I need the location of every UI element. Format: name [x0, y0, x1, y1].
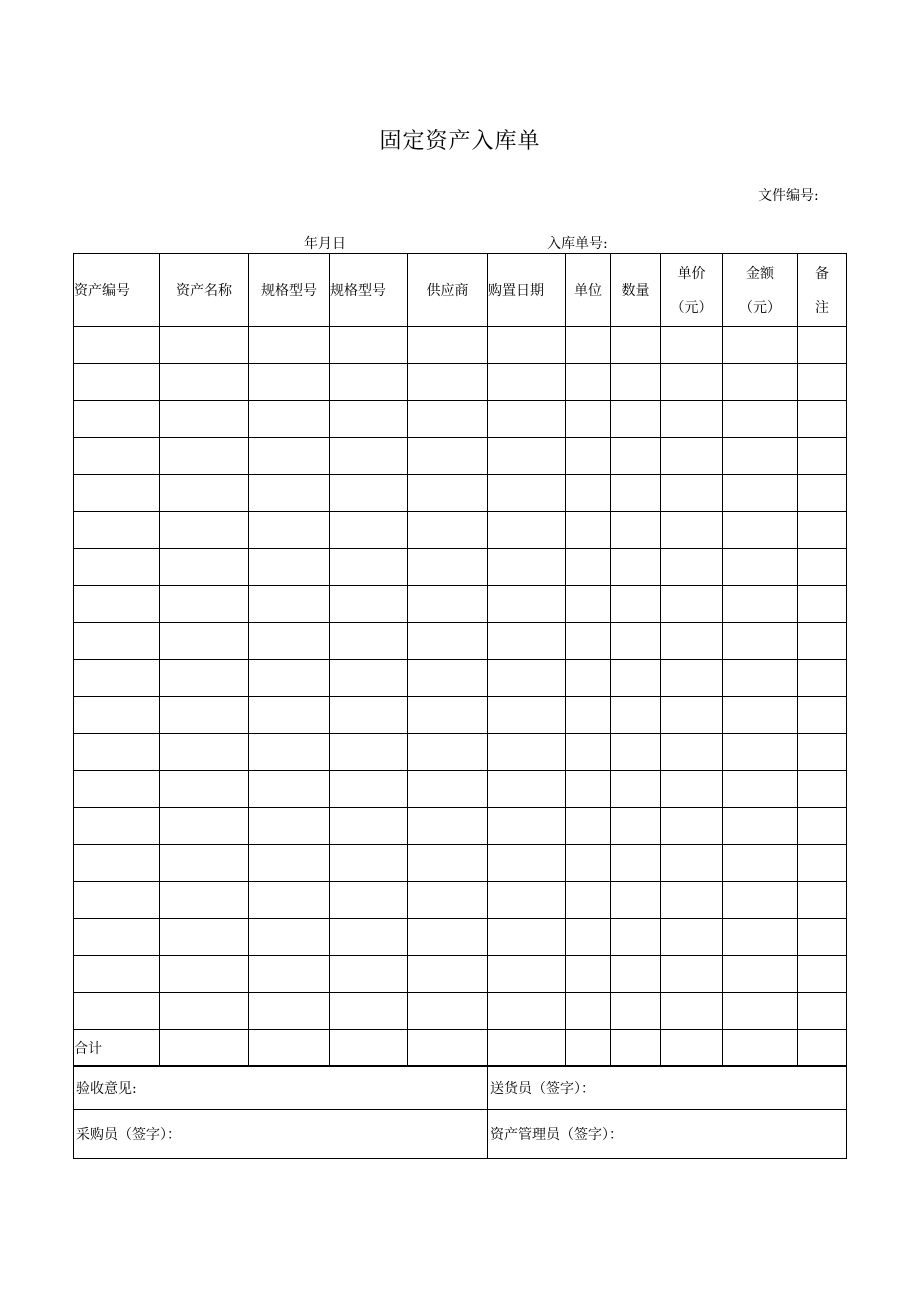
table-cell[interactable]: [408, 623, 488, 660]
table-cell[interactable]: [74, 512, 160, 549]
table-cell[interactable]: [330, 327, 408, 364]
table-cell[interactable]: [798, 734, 847, 771]
table-cell[interactable]: [408, 512, 488, 549]
table-cell[interactable]: [661, 623, 723, 660]
table-cell[interactable]: [798, 845, 847, 882]
table-cell[interactable]: [330, 438, 408, 475]
table-cell[interactable]: [74, 882, 160, 919]
table-cell[interactable]: [74, 623, 160, 660]
table-cell[interactable]: [249, 919, 330, 956]
table-cell[interactable]: [566, 808, 611, 845]
table-cell[interactable]: [408, 771, 488, 808]
table-cell[interactable]: [74, 771, 160, 808]
table-cell[interactable]: [160, 475, 249, 512]
table-cell[interactable]: [488, 808, 566, 845]
table-row: [74, 438, 847, 475]
table-cell[interactable]: [488, 771, 566, 808]
table-cell[interactable]: [798, 512, 847, 549]
table-cell[interactable]: [330, 919, 408, 956]
table-cell[interactable]: [249, 993, 330, 1030]
table-cell[interactable]: [249, 549, 330, 586]
table-cell[interactable]: [488, 401, 566, 438]
table-cell[interactable]: [661, 919, 723, 956]
table-cell[interactable]: [566, 956, 611, 993]
table-row: [74, 808, 847, 845]
table-cell[interactable]: [566, 771, 611, 808]
table-cell[interactable]: [74, 401, 160, 438]
header-remark-bottom: 注: [815, 300, 829, 316]
table-cell[interactable]: [611, 919, 661, 956]
header-unit-price: [661, 254, 723, 327]
table-cell[interactable]: [408, 1030, 488, 1067]
table-cell[interactable]: [160, 734, 249, 771]
table-cell[interactable]: [661, 734, 723, 771]
table-cell[interactable]: [611, 475, 661, 512]
table-cell[interactable]: [160, 845, 249, 882]
table-cell[interactable]: [249, 660, 330, 697]
table-cell[interactable]: [661, 808, 723, 845]
table-cell[interactable]: [611, 438, 661, 475]
table-cell[interactable]: [488, 586, 566, 623]
date-label: 年月日: [304, 236, 346, 252]
table-cell[interactable]: [330, 364, 408, 401]
table-cell[interactable]: [408, 327, 488, 364]
document-title: 固定资产入库单: [379, 129, 541, 154]
table-cell[interactable]: [330, 734, 408, 771]
table-cell[interactable]: [488, 882, 566, 919]
table-cell[interactable]: [611, 660, 661, 697]
table-cell[interactable]: [798, 808, 847, 845]
asset-table: [73, 253, 847, 1067]
table-cell[interactable]: [160, 401, 249, 438]
table-header-row: [74, 254, 847, 327]
table-cell[interactable]: [566, 438, 611, 475]
table-cell[interactable]: [249, 1030, 330, 1067]
table-row: [74, 401, 847, 438]
table-row: [74, 549, 847, 586]
header-unit: 单位: [566, 254, 611, 327]
table-cell[interactable]: [566, 549, 611, 586]
table-cell[interactable]: [723, 1030, 798, 1067]
table-cell[interactable]: [488, 512, 566, 549]
table-cell[interactable]: [74, 660, 160, 697]
table-cell[interactable]: [249, 845, 330, 882]
table-cell[interactable]: [661, 771, 723, 808]
table-cell[interactable]: [661, 697, 723, 734]
table-cell[interactable]: [74, 327, 160, 364]
table-cell[interactable]: [160, 919, 249, 956]
table-cell[interactable]: [330, 993, 408, 1030]
table-cell[interactable]: [160, 882, 249, 919]
table-cell[interactable]: [249, 808, 330, 845]
table-cell[interactable]: [488, 623, 566, 660]
table-cell[interactable]: [249, 586, 330, 623]
table-cell[interactable]: [798, 993, 847, 1030]
table-cell[interactable]: [723, 549, 798, 586]
table-cell[interactable]: [74, 549, 160, 586]
table-cell[interactable]: [330, 512, 408, 549]
table-cell[interactable]: [330, 475, 408, 512]
table-cell[interactable]: [330, 1030, 408, 1067]
table-cell[interactable]: [723, 993, 798, 1030]
table-cell[interactable]: [611, 734, 661, 771]
table-cell[interactable]: [566, 660, 611, 697]
total-label: 合计: [74, 1030, 160, 1067]
table-cell[interactable]: [330, 882, 408, 919]
table-cell[interactable]: [330, 660, 408, 697]
table-cell[interactable]: [488, 438, 566, 475]
table-cell[interactable]: [798, 549, 847, 586]
table-cell[interactable]: [723, 956, 798, 993]
acceptance-opinion-field[interactable]: 验收意见:: [74, 1066, 488, 1110]
table-row: [74, 956, 847, 993]
table-cell[interactable]: [249, 438, 330, 475]
table-cell[interactable]: [566, 882, 611, 919]
table-cell[interactable]: [488, 660, 566, 697]
table-row: [74, 364, 847, 401]
table-cell[interactable]: [723, 327, 798, 364]
table-cell[interactable]: [723, 845, 798, 882]
table-cell[interactable]: [566, 697, 611, 734]
table-cell[interactable]: [408, 956, 488, 993]
table-cell[interactable]: [249, 401, 330, 438]
header-remark: [798, 254, 847, 327]
table-cell[interactable]: [566, 586, 611, 623]
header-asset-name: 资产名称: [160, 254, 249, 327]
table-cell[interactable]: [661, 993, 723, 1030]
table-cell[interactable]: [408, 364, 488, 401]
table-cell[interactable]: [798, 1030, 847, 1067]
table-cell[interactable]: [160, 512, 249, 549]
table-row: [74, 697, 847, 734]
header-spec-1: 规格型号: [249, 254, 330, 327]
table-cell[interactable]: [488, 993, 566, 1030]
table-cell[interactable]: [160, 1030, 249, 1067]
table-row: [74, 512, 847, 549]
table-cell[interactable]: [160, 993, 249, 1030]
table-cell[interactable]: [330, 808, 408, 845]
table-cell[interactable]: [611, 1030, 661, 1067]
table-cell[interactable]: [723, 512, 798, 549]
table-cell[interactable]: [611, 882, 661, 919]
table-cell[interactable]: [611, 401, 661, 438]
header-spec-2: 规格型号: [330, 254, 408, 327]
table-cell[interactable]: [74, 808, 160, 845]
table-cell[interactable]: [798, 475, 847, 512]
asset-manager-signature-field[interactable]: 资产管理员（签字）：: [488, 1110, 847, 1159]
table-cell[interactable]: [160, 586, 249, 623]
delivery-person-signature-field[interactable]: 送货员（签字）：: [488, 1066, 847, 1110]
table-cell[interactable]: [723, 401, 798, 438]
table-cell[interactable]: [798, 586, 847, 623]
table-cell[interactable]: [723, 364, 798, 401]
table-cell[interactable]: [566, 1030, 611, 1067]
table-cell[interactable]: [488, 734, 566, 771]
table-cell[interactable]: [611, 808, 661, 845]
table-cell[interactable]: [249, 734, 330, 771]
table-cell[interactable]: [488, 845, 566, 882]
table-cell[interactable]: [160, 438, 249, 475]
table-cell[interactable]: [249, 327, 330, 364]
table-cell[interactable]: [661, 475, 723, 512]
table-cell[interactable]: [723, 475, 798, 512]
table-cell[interactable]: [798, 327, 847, 364]
table-cell[interactable]: [74, 475, 160, 512]
purchaser-signature-field[interactable]: 采购员（签字）：: [74, 1110, 488, 1159]
table-cell[interactable]: [723, 697, 798, 734]
table-cell[interactable]: [249, 882, 330, 919]
header-remark-top: 备: [815, 266, 829, 282]
table-cell[interactable]: [798, 771, 847, 808]
table-cell[interactable]: [408, 586, 488, 623]
header-supplier: 供应商: [408, 254, 488, 327]
table-cell[interactable]: [661, 660, 723, 697]
table-cell[interactable]: [566, 327, 611, 364]
header-unit-price-top: 单价: [677, 266, 706, 282]
table-cell[interactable]: [74, 919, 160, 956]
table-cell[interactable]: [249, 512, 330, 549]
table-cell[interactable]: [160, 327, 249, 364]
header-purchase-date: 购置日期: [488, 254, 566, 327]
table-cell[interactable]: [611, 697, 661, 734]
table-cell[interactable]: [74, 993, 160, 1030]
table-cell[interactable]: [330, 549, 408, 586]
table-cell[interactable]: [330, 401, 408, 438]
table-cell[interactable]: [74, 734, 160, 771]
table-cell[interactable]: [74, 438, 160, 475]
table-cell[interactable]: [611, 845, 661, 882]
table-row: [74, 475, 847, 512]
table-cell[interactable]: [723, 919, 798, 956]
table-cell[interactable]: [798, 697, 847, 734]
table-cell[interactable]: [408, 697, 488, 734]
table-row: [74, 660, 847, 697]
table-cell[interactable]: [408, 660, 488, 697]
table-cell[interactable]: [611, 327, 661, 364]
table-cell[interactable]: [488, 697, 566, 734]
table-cell[interactable]: [249, 771, 330, 808]
table-cell[interactable]: [488, 956, 566, 993]
table-cell[interactable]: [566, 364, 611, 401]
table-cell[interactable]: [160, 697, 249, 734]
table-cell[interactable]: [611, 586, 661, 623]
table-cell[interactable]: [611, 364, 661, 401]
table-cell[interactable]: [566, 623, 611, 660]
table-cell[interactable]: [611, 771, 661, 808]
table-cell[interactable]: [488, 475, 566, 512]
file-number-label: 文件编号:: [758, 188, 819, 204]
table-row: [74, 734, 847, 771]
table-cell[interactable]: [408, 919, 488, 956]
table-cell[interactable]: [723, 660, 798, 697]
table-cell[interactable]: [160, 808, 249, 845]
table-cell[interactable]: [488, 1030, 566, 1067]
table-cell[interactable]: [74, 697, 160, 734]
table-cell[interactable]: [566, 919, 611, 956]
header-asset-no: 资产编号: [74, 254, 160, 327]
table-cell[interactable]: [408, 475, 488, 512]
table-cell[interactable]: [408, 734, 488, 771]
table-cell[interactable]: [408, 808, 488, 845]
table-cell[interactable]: [488, 364, 566, 401]
table-cell[interactable]: [249, 475, 330, 512]
order-number-label: 入库单号:: [547, 236, 608, 252]
table-cell[interactable]: [798, 401, 847, 438]
table-cell[interactable]: [330, 771, 408, 808]
table-cell[interactable]: [611, 623, 661, 660]
table-cell[interactable]: [330, 845, 408, 882]
table-cell[interactable]: [798, 438, 847, 475]
table-cell[interactable]: [160, 364, 249, 401]
table-cell[interactable]: [566, 845, 611, 882]
table-cell[interactable]: [661, 364, 723, 401]
table-cell[interactable]: [723, 808, 798, 845]
table-cell[interactable]: [249, 697, 330, 734]
table-cell[interactable]: [74, 586, 160, 623]
table-cell[interactable]: [661, 327, 723, 364]
table-cell[interactable]: [611, 512, 661, 549]
header-quantity: 数量: [611, 254, 661, 327]
table-cell[interactable]: [160, 623, 249, 660]
table-cell[interactable]: [488, 549, 566, 586]
table-cell[interactable]: [160, 549, 249, 586]
table-cell[interactable]: [566, 475, 611, 512]
table-cell[interactable]: [723, 771, 798, 808]
header-amount-bottom: （元）: [739, 300, 781, 316]
table-cell[interactable]: [408, 882, 488, 919]
table-cell[interactable]: [249, 623, 330, 660]
table-cell[interactable]: [611, 956, 661, 993]
table-cell[interactable]: [330, 586, 408, 623]
header-unit-price-bottom: （元）: [670, 300, 713, 316]
table-row: [74, 586, 847, 623]
table-row: [74, 327, 847, 364]
table-cell[interactable]: [798, 660, 847, 697]
table-cell[interactable]: [661, 1030, 723, 1067]
table-cell[interactable]: [249, 956, 330, 993]
table-cell[interactable]: [408, 549, 488, 586]
table-row: [74, 882, 847, 919]
table-cell[interactable]: [661, 956, 723, 993]
table-row: [74, 993, 847, 1030]
table-cell[interactable]: [723, 438, 798, 475]
table-cell[interactable]: [661, 882, 723, 919]
table-cell[interactable]: [723, 882, 798, 919]
signature-table: [73, 1065, 847, 1159]
table-cell[interactable]: [74, 364, 160, 401]
header-amount: [723, 254, 798, 327]
table-cell[interactable]: [661, 549, 723, 586]
table-cell[interactable]: [661, 845, 723, 882]
table-cell[interactable]: [160, 660, 249, 697]
table-cell[interactable]: [723, 623, 798, 660]
table-cell[interactable]: [330, 697, 408, 734]
table-cell[interactable]: [661, 438, 723, 475]
table-cell[interactable]: [488, 919, 566, 956]
table-cell[interactable]: [408, 845, 488, 882]
table-cell[interactable]: [249, 364, 330, 401]
table-cell[interactable]: [723, 586, 798, 623]
table-cell[interactable]: [661, 512, 723, 549]
table-cell[interactable]: [798, 919, 847, 956]
table-row: [74, 845, 847, 882]
table-cell[interactable]: [408, 993, 488, 1030]
table-cell[interactable]: [160, 956, 249, 993]
table-row: [74, 623, 847, 660]
table-cell[interactable]: [408, 438, 488, 475]
table-cell[interactable]: [330, 956, 408, 993]
table-cell[interactable]: [566, 401, 611, 438]
table-cell[interactable]: [798, 956, 847, 993]
table-cell[interactable]: [74, 845, 160, 882]
table-cell[interactable]: [798, 623, 847, 660]
total-row: [74, 1030, 847, 1067]
table-cell[interactable]: [408, 401, 488, 438]
table-cell[interactable]: [566, 993, 611, 1030]
table-cell[interactable]: [74, 956, 160, 993]
table-cell[interactable]: [566, 512, 611, 549]
header-amount-top: 金额: [746, 266, 774, 282]
table-cell[interactable]: [798, 882, 847, 919]
table-cell[interactable]: [661, 401, 723, 438]
table-cell[interactable]: [661, 586, 723, 623]
table-row: [74, 919, 847, 956]
table-cell[interactable]: [611, 549, 661, 586]
table-cell[interactable]: [488, 327, 566, 364]
table-cell[interactable]: [330, 623, 408, 660]
table-cell[interactable]: [611, 993, 661, 1030]
table-cell[interactable]: [723, 734, 798, 771]
table-cell[interactable]: [566, 734, 611, 771]
table-row: [74, 771, 847, 808]
table-cell[interactable]: [798, 364, 847, 401]
table-cell[interactable]: [160, 771, 249, 808]
